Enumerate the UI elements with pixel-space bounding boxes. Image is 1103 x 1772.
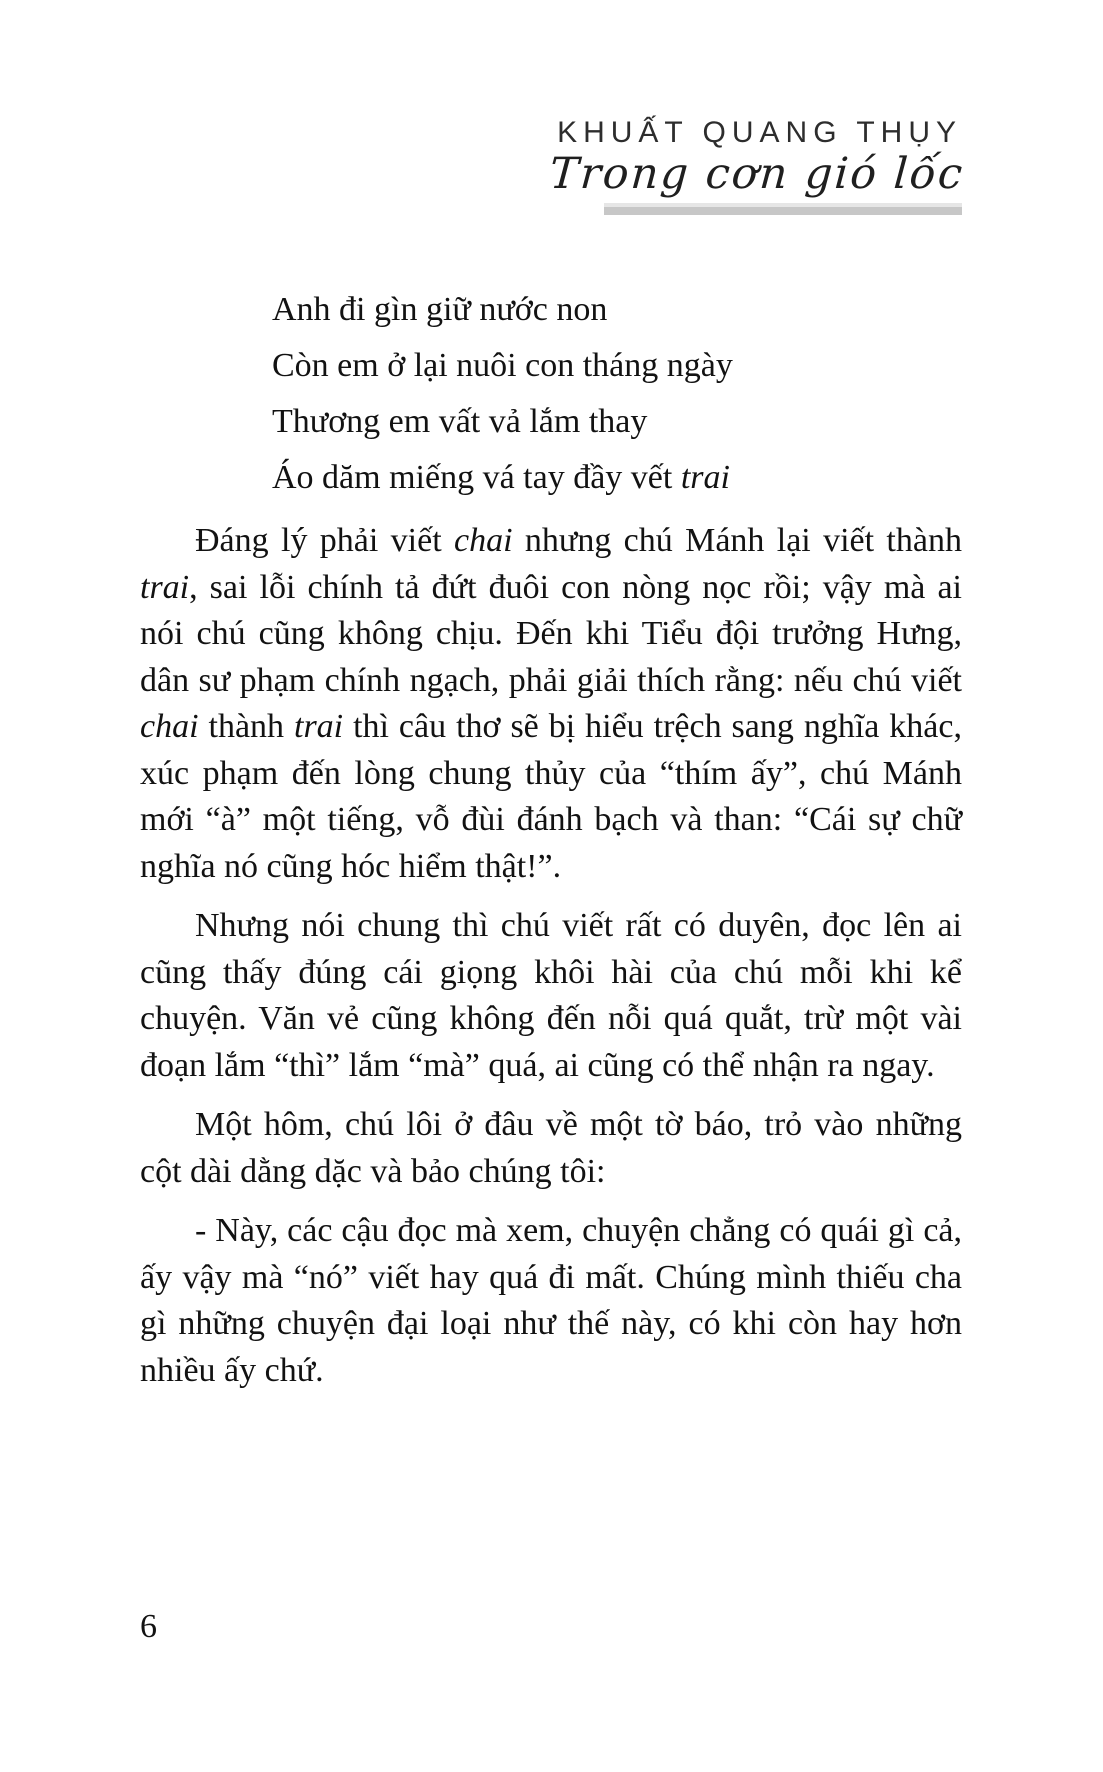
italic-word: trai [294, 708, 344, 745]
book-title: Trong cơn gió lốc [547, 149, 966, 199]
italic-word: chai [140, 708, 199, 745]
poem-line [272, 282, 733, 338]
text-segment: Đáng lý phải viết [195, 522, 454, 559]
text-segment: Nhưng nói chung thì chú viết rất có duyên, đọc lên ai cũng thấy đúng cái giọng khôi hài của chú mỗi khi kể chuyện. Văn vẻ cũng không đến nỗi quá quắt, trừ một vài đoạn lắm “thì” lắm “mà” quá, ai cũng có thể nhận ra ngay. [140, 907, 962, 1084]
text-segment: Một hôm, chú lôi ở đâu về một tờ báo, trỏ vào những cột dài dằng dặc và bảo chúng tôi: [140, 1106, 962, 1190]
poem-line-text: Anh đi gìn giữ nước non [272, 291, 608, 328]
text-segment: nhưng chú Mánh lại viết thành [512, 522, 962, 559]
paragraph [140, 518, 962, 890]
text-segment: , sai lỗi chính tả đứt đuôi con nòng nọc rồi; vậy mà ai nói chú cũng không chịu. Đến khi Tiểu đội trưởng Hưng, dân sư phạm chính ngạch, phải giải thích rằng: nếu chú viết [140, 568, 962, 699]
body-text [140, 518, 962, 1407]
poem-line [272, 338, 733, 394]
text-segment: thành [198, 708, 294, 745]
paragraph [140, 1208, 962, 1394]
paragraph [140, 1102, 962, 1195]
italic-word: chai [454, 522, 513, 559]
poem-line-text: Còn em ở lại nuôi con tháng ngày [272, 347, 733, 384]
text-segment: - Này, các cậu đọc mà xem, chuyện chẳng có quái gì cả, ấy vậy mà “nó” viết hay quá đi mất. Chúng mình thiếu cha gì những chuyện đại loại như thế này, có khi còn hay hơn nhiều ấy chứ. [140, 1212, 962, 1389]
poem-line-text: Áo dăm miếng vá tay đầy vết [272, 459, 681, 496]
poem-line [272, 450, 733, 506]
poem-line [272, 394, 733, 450]
paragraph [140, 903, 962, 1089]
text-segment: thì câu thơ sẽ bị hiểu trệch sang nghĩa khác, xúc phạm đến lòng chung thủy của “thím ấy”, chú Mánh mới “à” một tiếng, vỗ đùi đánh bạch và than: “Cái sự chữ nghĩa nó cũng hóc hiểm thật!”. [140, 708, 962, 885]
poem-line-text: Thương em vất vả lắm thay [272, 403, 648, 440]
page-number: 6 [140, 1608, 157, 1645]
poem-line-italic-word: trai [680, 459, 730, 496]
header-rule [604, 203, 962, 215]
author-name: KHUẤT QUANG THỤY [557, 116, 962, 149]
poem-block [272, 282, 733, 506]
page-header [547, 116, 966, 215]
italic-word: trai [140, 568, 190, 606]
